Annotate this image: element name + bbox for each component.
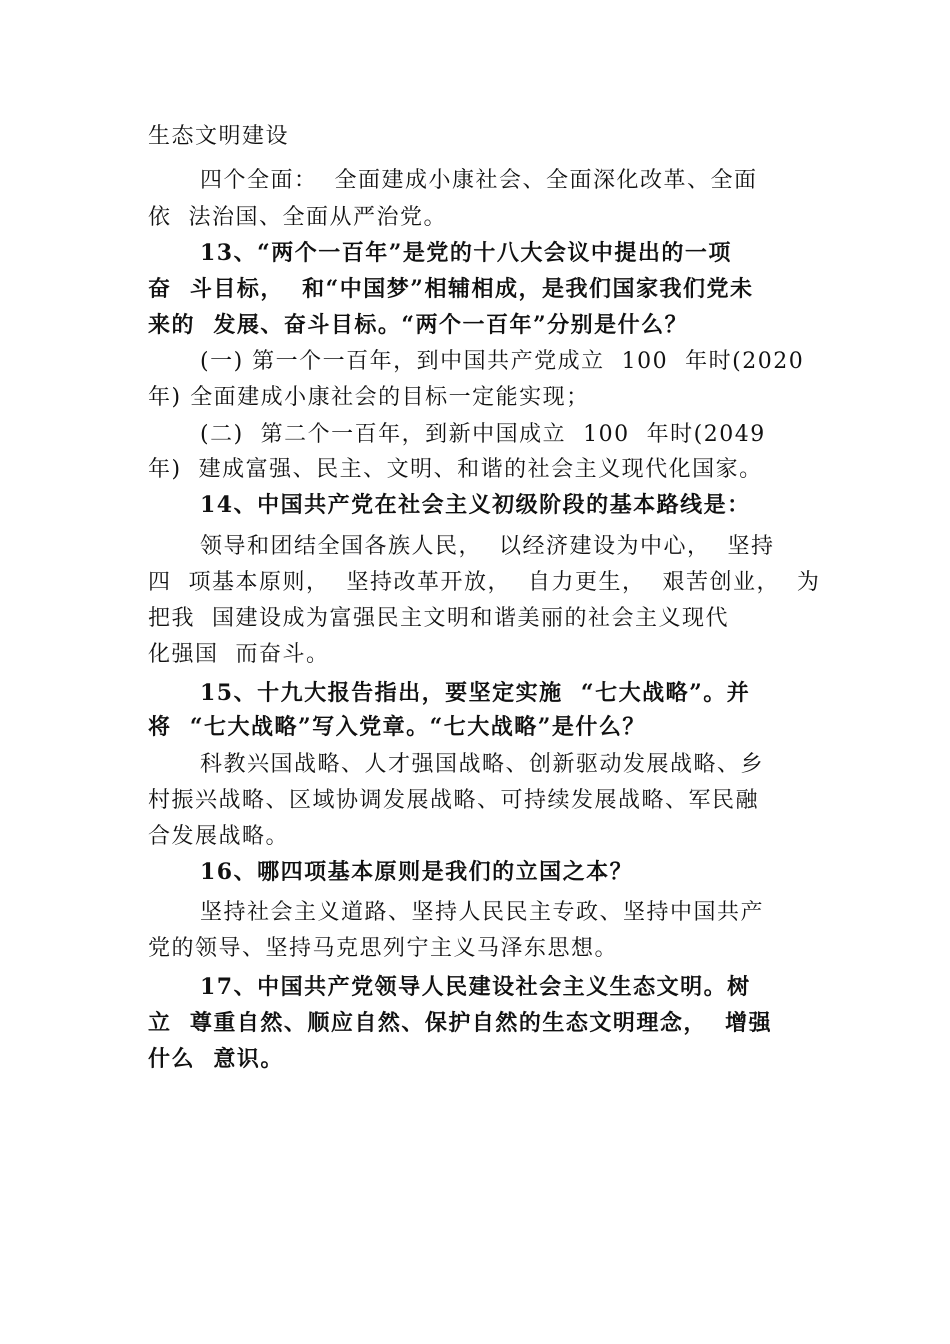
q13-answer-2-line-1: (二) 第二个一百年，到新中国成立 100 年时(2049 (200, 422, 766, 447)
four-comprehensives-line-2: 依 法治国、全面从严治党。 (148, 205, 447, 230)
q13-answer-1-line-1: (一) 第一个一百年，到中国共产党成立 100 年时(2020 (200, 349, 805, 374)
q16-question: 16、哪四项基本原则是我们的立国之本？ (200, 859, 634, 885)
q16-answer-line-2: 党的领导、坚持马克思列宁主义马泽东思想。 (148, 936, 619, 961)
q15-answer-line-1: 科教兴国战略、人才强国战略、创新驱动发展战略、乡 (200, 752, 765, 777)
q17-question-line-3: 什么 意识。 (148, 1046, 284, 1072)
q14-answer-line-2: 四 项基本原则， 坚持改革开放， 自力更生， 艰苦创业， 为 (148, 570, 821, 595)
four-comprehensives-line-1: 四个全面： 全面建成小康社会、全面深化改革、全面 (200, 168, 758, 193)
q13-question-line-3: 来的 发展、奋斗目标。“两个一百年”分别是什么？ (148, 312, 689, 338)
q16-answer-line-1: 坚持社会主义道路、坚持人民民主专政、坚持中国共产 (200, 900, 765, 925)
q15-answer-line-3: 合发展战略。 (148, 824, 290, 849)
q14-answer-line-4: 化强国 而奋斗。 (148, 642, 330, 667)
q13-question-line-2: 奋 斗目标， 和“中国梦”相辅相成，是我们国家我们党未 (148, 276, 754, 302)
q14-question: 14、中国共产党在社会主义初级阶段的基本路线是： (200, 492, 751, 518)
q14-answer-line-3: 把我 国建设成为富强民主文明和谐美丽的社会主义现代 (148, 606, 729, 631)
intro-heading: 生态文明建设 (148, 124, 290, 149)
q17-question-line-2: 立 尊重自然、顺应自然、保护自然的生态文明理念， 增强 (148, 1010, 773, 1036)
q17-question-line-1: 17、中国共产党领导人民建设社会主义生态文明。树 (200, 974, 751, 1000)
q15-question-line-2: 将 “七大战略”写入党章。“七大战略”是什么？ (148, 714, 646, 740)
q14-answer-line-1: 领导和团结全国各族人民， 以经济建设为中心， 坚持 (200, 534, 775, 559)
q13-question-line-1: 13、“两个一百年”是党的十八大会议中提出的一项 (200, 240, 732, 266)
q15-answer-line-2: 村振兴战略、区域协调发展战略、可持续发展战略、军民融 (148, 788, 760, 813)
q13-answer-2-line-2: 年) 建成富强、民主、文明、和谐的社会主义现代化国家。 (148, 457, 763, 482)
q15-question-line-1: 15、十九大报告指出，要坚定实施 “七大战略”。并 (200, 680, 751, 706)
q13-answer-1-line-2: 年) 全面建成小康社会的目标一定能实现； (148, 385, 590, 410)
